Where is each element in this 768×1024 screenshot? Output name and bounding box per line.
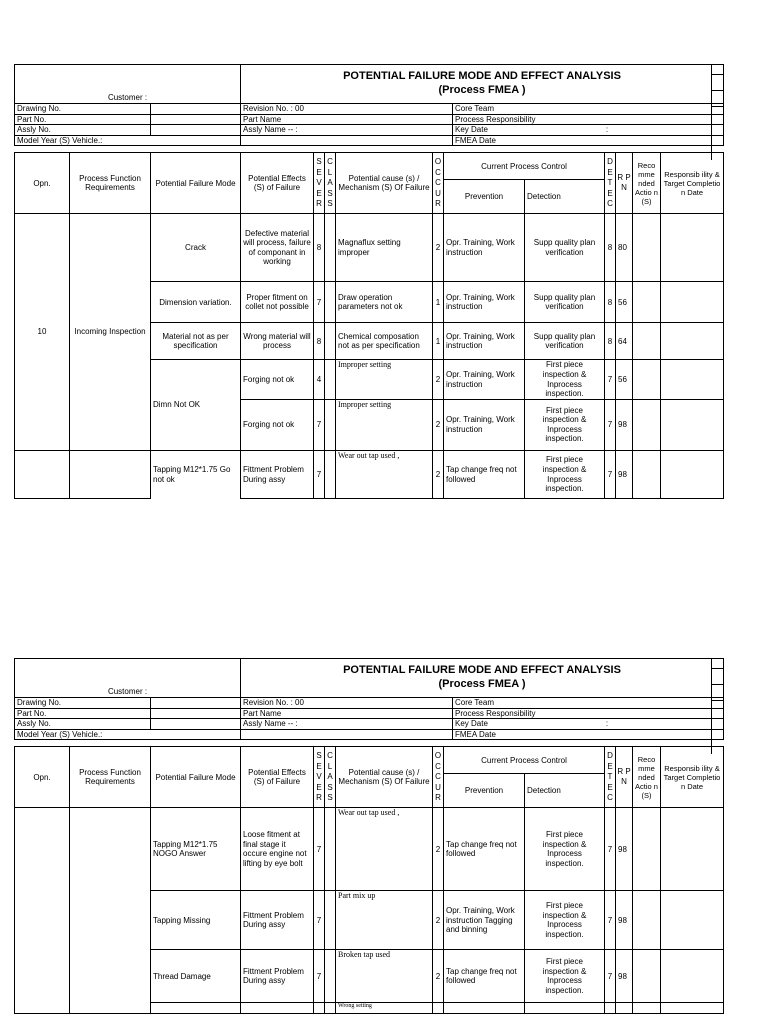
cause-cell: Broken tap used [336,950,433,1003]
sheet-edge [711,658,712,754]
det-cell: 7 [605,891,616,950]
sev-cell: 7 [314,891,325,950]
drawing-no-label: Drawing No. [15,104,151,115]
key-date-label: Key Date : [453,719,724,730]
table-row [15,214,724,282]
col-detection: Detection [525,180,605,214]
sheet-edge [711,700,723,701]
prevention-cell: Opr. Training, Work instruction [444,323,525,360]
assy-no-label: Assly No. [15,719,151,730]
prevention-cell: Opr. Training, Work instruction [444,360,525,399]
col-current-control: Current Process Control [444,153,605,180]
col-effects: Potential Effects (S) of Failure [241,747,314,808]
effect-cell: Wrong material will process [241,323,314,360]
page-title: POTENTIAL FAILURE MODE AND EFFECT ANALYSIS (Process FMEA ) [241,659,724,698]
detection-cell: First piece inspection & Inprocess inspection. [525,808,605,891]
assy-name-label: Assly Name -- : [241,719,453,730]
process-responsibility-label: Process Responsibility [453,708,724,719]
opn-value: 10 [15,214,70,450]
prevention-cell: Opr. Training, Work instruction Tagging and binning [444,891,525,950]
effect-cell: Forging not ok [241,360,314,399]
col-failure-mode: Potential Failure Mode [151,153,241,214]
sev-cell: 7 [314,808,325,891]
col-occur: O C C U R [433,153,444,214]
table-row [15,808,724,891]
col-responsibility: Responsib ility & Target Completio n Date [661,153,724,214]
col-failure-mode: Potential Failure Mode [151,747,241,808]
col-opn: Opn. [15,153,70,214]
drawing-no-label: Drawing No. [15,698,151,709]
process-responsibility-label: Process Responsibility [453,114,724,125]
det-cell: 8 [605,214,616,282]
sev-cell: 7 [314,282,325,323]
occ-cell: 1 [433,323,444,360]
col-prevention: Prevention [444,774,525,808]
det-cell: 7 [605,399,616,450]
cause-cell: Improper setting [336,360,433,399]
occ-cell: 2 [433,450,444,499]
failure-mode-cell: Material not as per specification [151,323,241,360]
effect-cell: Defective material will process, failure of componant in working [241,214,314,282]
col-recommended: Reco mme nded Actio n (S) [633,747,661,808]
detection-cell: First piece inspection & Inprocess inspection. [525,950,605,1003]
sheet-edge [711,106,723,107]
det-cell: 7 [605,808,616,891]
det-cell: 7 [605,360,616,399]
det-cell: 7 [605,450,616,499]
detection-cell: Supp quality plan verification [525,282,605,323]
prevention-cell: Tap change freq not followed [444,450,525,499]
col-detection: Detection [525,774,605,808]
fmea-date-label: FMEA Date [453,729,724,740]
fmea-sheet-2 [14,658,723,1014]
col-process-function: Process Function Requirements [70,747,151,808]
part-name-label: Part Name [241,114,453,125]
col-opn: Opn. [15,747,70,808]
sev-cell: 7 [314,450,325,499]
core-team-label: Core Team [453,104,724,115]
col-detec: D E T E C [605,747,616,808]
fmea-table [14,746,724,1014]
customer-label: Customer : [15,65,241,104]
header-table [14,64,724,146]
failure-mode-cell: Crack [151,214,241,282]
customer-label: Customer : [15,659,241,698]
process-function-value: Incoming Inspection [70,214,151,450]
occ-cell: 2 [433,891,444,950]
col-sever: S E V E R [314,153,325,214]
assy-no-label: Assly No. [15,125,151,136]
rpn-cell: 98 [616,450,633,499]
revision-no: Revision No. : 00 [241,698,453,709]
fmea-sheet-1 [14,64,723,499]
prevention-cell: Tap change freq not followed [444,950,525,1003]
cause-cell: Improper setting [336,399,433,450]
sev-cell: 8 [314,323,325,360]
rpn-cell: 98 [616,399,633,450]
col-responsibility: Responsib ility & Target Completio n Date [661,747,724,808]
col-recommended: Reco mme nded Actio n (S) [633,153,661,214]
prevention-cell: Opr. Training, Work instruction [444,282,525,323]
col-cause: Potential cause (s) / Mechanism (S) Of Failure [336,153,433,214]
failure-mode-cell: Tapping M12*1.75 Go not ok [151,450,241,499]
sev-cell: 7 [314,399,325,450]
sheet-edge [711,64,712,160]
cause-cell: Wear out tap used , [336,808,433,891]
failure-mode-cell: Dimension variation. [151,282,241,323]
detection-cell: First piece inspection & Inprocess inspection. [525,399,605,450]
header-table [14,658,724,740]
assy-name-label: Assly Name -- : [241,125,453,136]
rpn-cell: 98 [616,808,633,891]
sheet-edge [711,74,723,75]
part-name-label: Part Name [241,708,453,719]
cause-cell: Draw operation parameters not ok [336,282,433,323]
effect-cell: Forging not ok [241,399,314,450]
col-class: C L A S S [325,153,336,214]
rpn-cell: 98 [616,891,633,950]
rpn-cell: 98 [616,950,633,1003]
det-cell: 8 [605,323,616,360]
detection-cell: Supp quality plan verification [525,214,605,282]
col-process-function: Process Function Requirements [70,153,151,214]
sheet-edge [711,90,723,91]
col-sever: S E V E R [314,747,325,808]
col-prevention: Prevention [444,180,525,214]
occ-cell: 2 [433,360,444,399]
sheet-edge [711,684,723,685]
table-row [15,450,724,499]
cause-cell: Chemical composation not as per specification [336,323,433,360]
sheet-edge [711,668,723,669]
occ-cell: 2 [433,399,444,450]
col-occur: O C C U R [433,747,444,808]
key-date-label: Key Date : [453,125,724,136]
model-year-label: Model Year (S) Vehicle.: [15,729,241,740]
cause-cell: Wear out tap used , [336,450,433,499]
fmea-table [14,152,724,499]
prevention-cell: Opr. Training, Work instruction [444,399,525,450]
detection-cell: First piece inspection & Inprocess inspection. [525,450,605,499]
occ-cell: 2 [433,808,444,891]
sev-cell: 8 [314,214,325,282]
det-cell: 8 [605,282,616,323]
failure-mode-cell: Dimn Not OK [151,360,241,450]
det-cell: 7 [605,950,616,1003]
failure-mode-cell: Tapping Missing [151,891,241,950]
prevention-cell: Tap change freq not followed [444,808,525,891]
effect-cell: Fittment Problem During assy [241,891,314,950]
part-no-label: Part No. [15,708,151,719]
fmea-date-label: FMEA Date [453,135,724,146]
col-rpn: R P N [616,153,633,214]
effect-cell: Loose fitment at final stage it occure engine not lifting by eye bolt [241,808,314,891]
effect-cell: Fittment Problem During assy [241,950,314,1003]
col-cause: Potential cause (s) / Mechanism (S) Of Failure [336,747,433,808]
occ-cell: 1 [433,282,444,323]
occ-cell: 2 [433,214,444,282]
failure-mode-cell: Tapping M12*1.75 NOGO Answer [151,808,241,891]
occ-cell: 2 [433,950,444,1003]
cause-cell: Part mix up [336,891,433,950]
prevention-cell: Opr. Training, Work instruction [444,214,525,282]
page-title: POTENTIAL FAILURE MODE AND EFFECT ANALYSIS (Process FMEA ) [241,65,724,104]
detection-cell: Supp quality plan verification [525,323,605,360]
rpn-cell: 64 [616,323,633,360]
rpn-cell: 56 [616,282,633,323]
core-team-label: Core Team [453,698,724,709]
cause-cell: Wrong setting [336,1003,433,1014]
rpn-cell: 80 [616,214,633,282]
col-current-control: Current Process Control [444,747,605,774]
col-detec: D E T E C [605,153,616,214]
detection-cell: First piece inspection & Inprocess inspection. [525,891,605,950]
effect-cell: Proper fitment on collet not possible [241,282,314,323]
cause-cell: Magnaflux setting improper [336,214,433,282]
failure-mode-cell: Thread Damage [151,950,241,1003]
effect-cell: Fittment Problem During assy [241,450,314,499]
part-no-label: Part No. [15,114,151,125]
detection-cell: First piece inspection & Inprocess inspection. [525,360,605,399]
revision-no: Revision No. : 00 [241,104,453,115]
rpn-cell: 56 [616,360,633,399]
col-class: C L A S S [325,747,336,808]
sev-cell: 4 [314,360,325,399]
col-rpn: R P N [616,747,633,808]
model-year-label: Model Year (S) Vehicle.: [15,135,241,146]
sev-cell: 7 [314,950,325,1003]
col-effects: Potential Effects (S) of Failure [241,153,314,214]
